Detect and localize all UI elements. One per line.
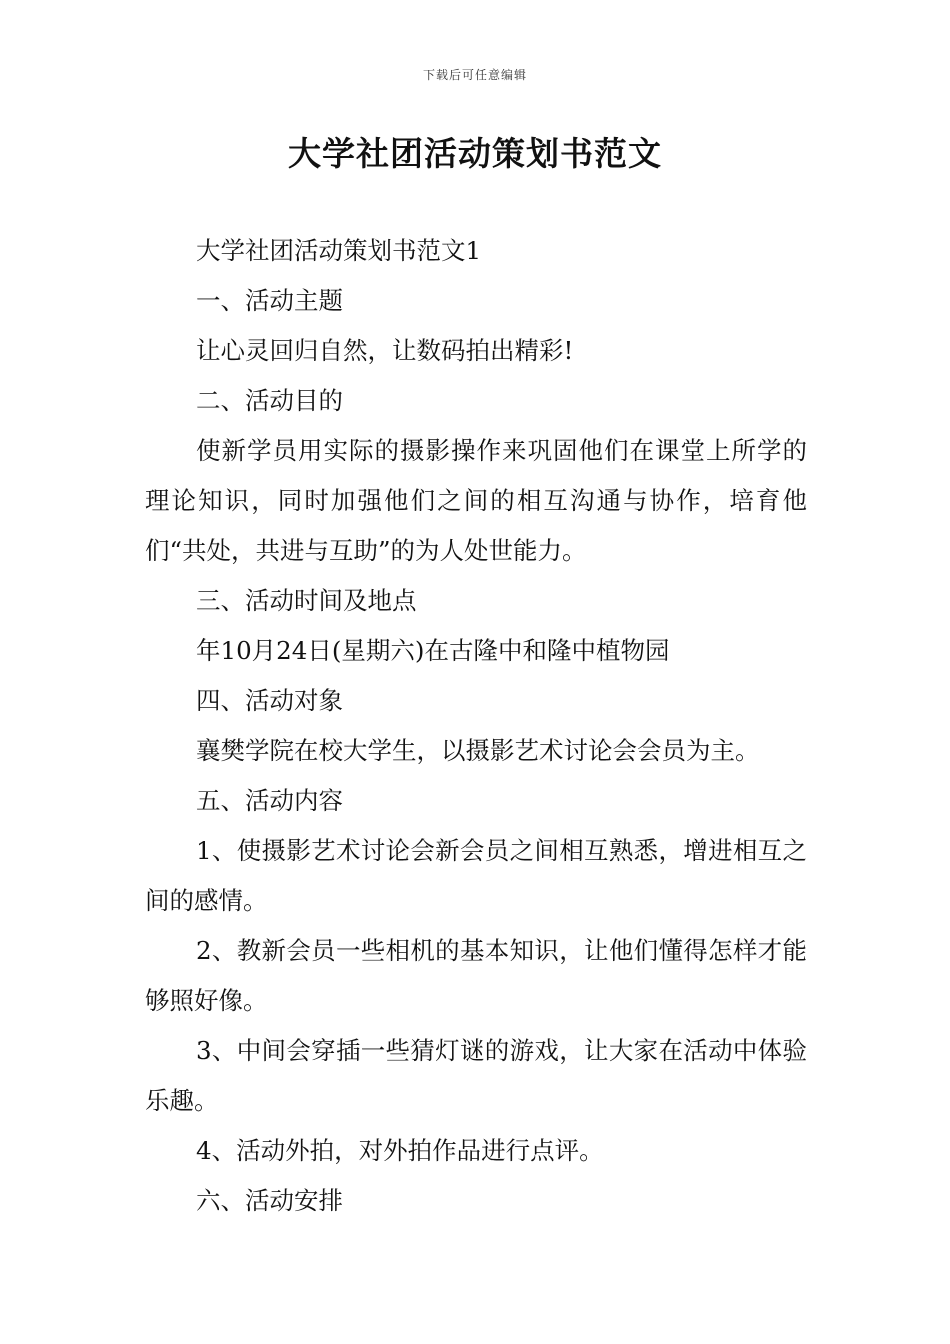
paragraph-section-heading: 大学社团活动策划书范文1 [196, 236, 482, 265]
paragraph-heading-audience: 四、活动对象 [196, 686, 343, 715]
paragraph-content-item-3: 3、中间会穿插一些猜灯谜的游戏，让大家在活动中体验乐趣。 [145, 1036, 807, 1115]
paragraph-heading-theme: 一、活动主题 [196, 286, 343, 315]
paragraph-time-place-text: 年10月24日(星期六)在古隆中和隆中植物园 [196, 636, 670, 665]
paragraph-heading-content: 五、活动内容 [196, 786, 343, 815]
paragraph-content-item-4: 4、活动外拍，对外拍作品进行点评。 [196, 1136, 604, 1165]
paragraph-heading-time-place: 三、活动时间及地点 [196, 586, 417, 615]
paragraph-audience-text: 襄樊学院在校大学生，以摄影艺术讨论会会员为主。 [196, 736, 760, 765]
paragraph-content-item-1: 1、使摄影艺术讨论会新会员之间相互熟悉，增进相互之间的感情。 [145, 836, 807, 915]
paragraph-heading-schedule: 六、活动安排 [196, 1186, 343, 1215]
document-body [145, 226, 807, 1226]
paragraph-theme-text: 让心灵回归自然，让数码拍出精彩! [196, 336, 574, 365]
paragraph-content-item-2: 2、教新会员一些相机的基本知识，让他们懂得怎样才能够照好像。 [145, 936, 807, 1015]
paragraph-heading-purpose: 二、活动目的 [196, 386, 343, 415]
document-title: 大学社团活动策划书范文 [288, 134, 662, 173]
page-header-note: 下载后可任意编辑 [422, 68, 527, 82]
paragraph-purpose-text: 使新学员用实际的摄影操作来巩固他们在课堂上所学的理论知识，同时加强他们之间的相互沟通与协作，培育他们“共处，共进与互助”的为人处世能力。 [145, 436, 807, 565]
